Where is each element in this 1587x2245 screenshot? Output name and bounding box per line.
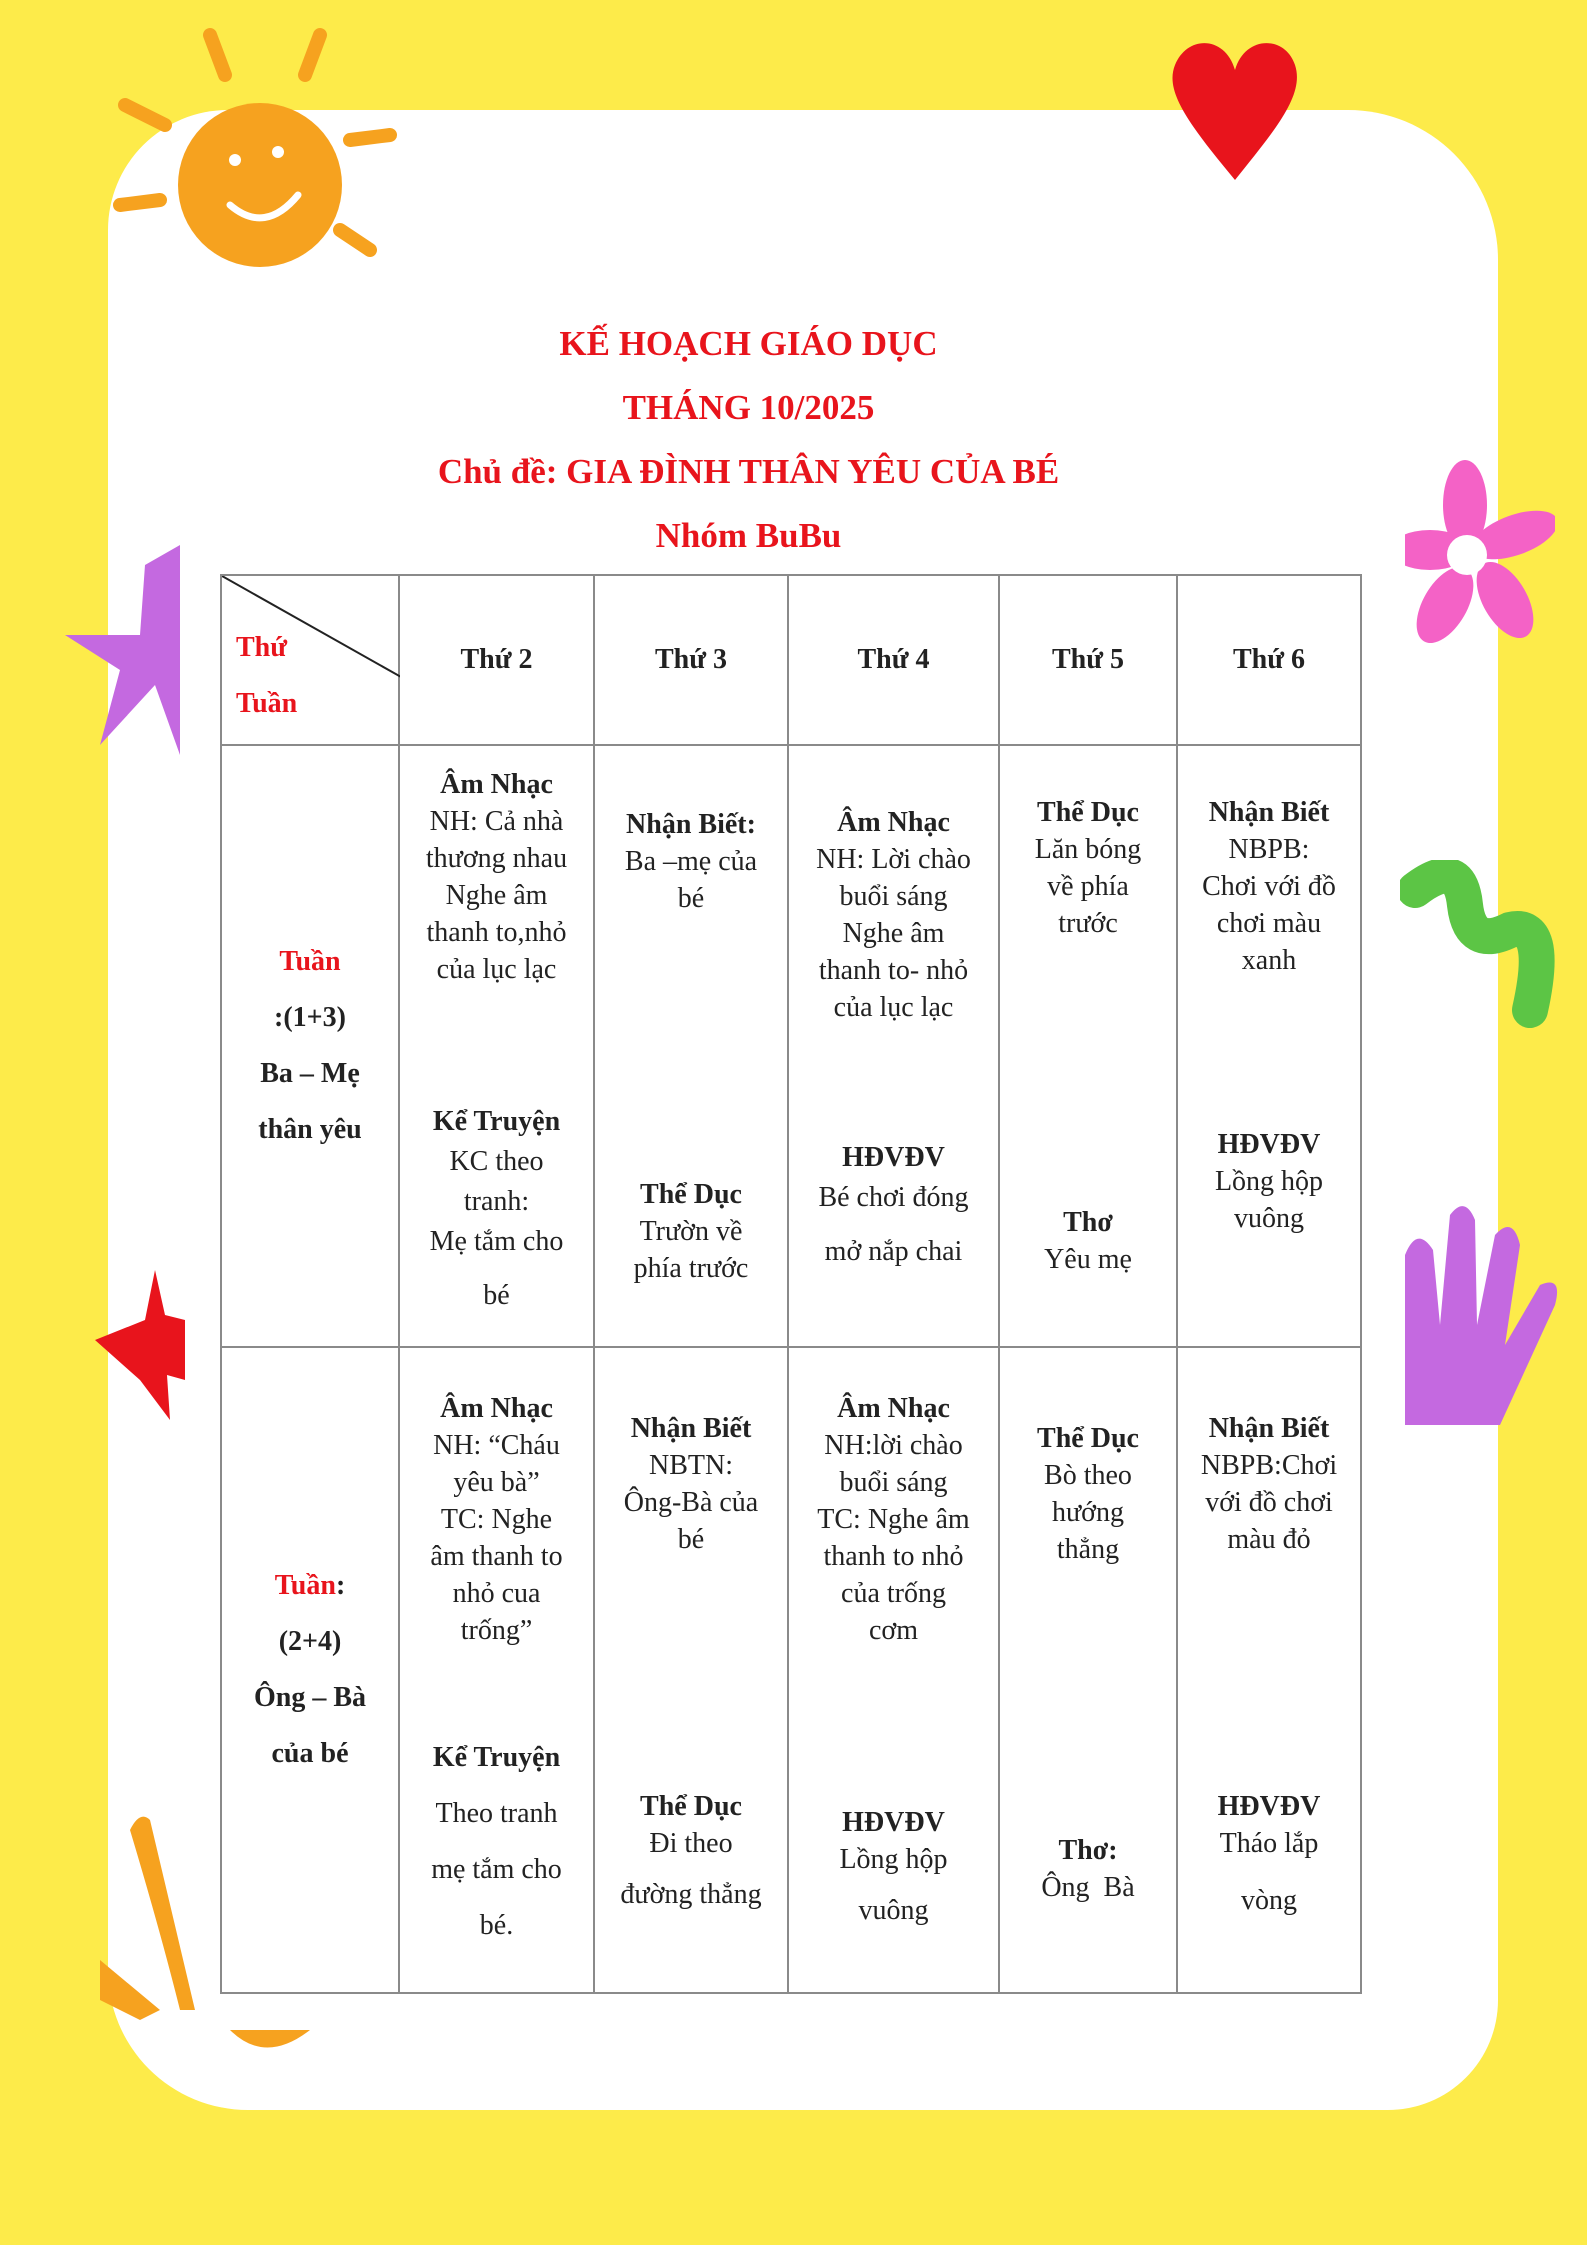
activity-line: Ông-Bà của (623, 1487, 759, 1518)
activity-line: mẹ tắm cho (431, 1854, 562, 1885)
activity-line: KC theo (449, 1146, 544, 1177)
activity-line: vòng (1241, 1885, 1297, 1916)
activity-heading: Kể Truyện (432, 1106, 561, 1137)
activity-top (1184, 1410, 1354, 1558)
activity-line: buổi sáng (839, 881, 948, 912)
activity-heading: Thể Dục (640, 1791, 742, 1822)
activity-line: chơi màu (1216, 908, 1322, 939)
activity-line: thanh to,nhỏ (426, 917, 567, 948)
activity-line: thanh to- nhỏ (818, 955, 969, 986)
week-label-line: Ba – Mẹ (260, 1058, 360, 1089)
activity-top (601, 806, 781, 917)
activity-line: Lăn bóng (1034, 834, 1142, 865)
activity-line: hướng (1052, 1497, 1124, 1528)
activity-line: thanh to nhỏ (823, 1541, 964, 1572)
activity-line: Yêu mẹ (1044, 1244, 1132, 1275)
activity-top (1006, 1420, 1170, 1568)
activity-bottom (1184, 1126, 1354, 1237)
activity-bottom (795, 1804, 992, 1929)
activity-line: NBPB: (1228, 834, 1310, 865)
activity-line: NBTN: (649, 1450, 733, 1481)
plan-month: THÁNG 10/2025 (622, 388, 875, 427)
activity-heading: Thơ (1063, 1207, 1113, 1238)
activity-cell (999, 745, 1177, 1347)
activity-cell (594, 1347, 788, 1993)
activity-line: NH: “Cháu (433, 1430, 560, 1461)
activity-line: phía trước (633, 1253, 749, 1284)
activity-bottom (1006, 1832, 1170, 1906)
week-label-line: thân yêu (258, 1114, 362, 1145)
activity-cell (1177, 1347, 1361, 1993)
activity-bottom (601, 1788, 781, 1913)
activity-line: Chơi với đồ (1202, 871, 1336, 902)
header-day-5: Thứ 5 (999, 575, 1177, 745)
week-label-red: Tuần (274, 1570, 336, 1601)
activity-top (1006, 794, 1170, 942)
plan-title: KẾ HOẠCH GIÁO DỤC (559, 324, 938, 363)
title-block (0, 312, 1497, 568)
corner-cell (221, 575, 399, 745)
week-label-first-line (228, 1558, 392, 1614)
activity-cell (399, 745, 594, 1347)
activity-line: NH: Lời chào (816, 844, 971, 875)
activity-line: về phía (1047, 871, 1129, 902)
activity-line: bé (483, 1280, 510, 1311)
activity-heading: Âm Nhạc (440, 769, 553, 800)
activity-line: vuông (1234, 1203, 1304, 1234)
activity-line: Lồng hộp (1214, 1166, 1324, 1197)
activity-line: Đi theo (649, 1828, 733, 1859)
week-label-line: của bé (271, 1738, 349, 1769)
activity-cell (788, 745, 999, 1347)
corner-week-label: Tuần (236, 688, 298, 719)
activity-line: Nghe âm (445, 880, 548, 911)
week-label-red: Tuần (279, 946, 341, 977)
hand-purple-icon (1405, 1195, 1565, 1435)
activity-bottom (601, 1176, 781, 1287)
activity-line: xanh (1241, 945, 1297, 976)
sun-icon (100, 20, 420, 280)
activity-line: Ông Bà (1041, 1872, 1135, 1903)
activity-line: trống” (460, 1615, 533, 1646)
activity-heading: Thơ: (1058, 1835, 1118, 1866)
activity-line: yêu bà” (453, 1467, 540, 1498)
activity-cell (594, 745, 788, 1347)
activity-cell (1177, 745, 1361, 1347)
activity-line: buổi sáng (839, 1467, 948, 1498)
activity-line: trước (1058, 908, 1118, 939)
activity-heading: HĐVĐV (1217, 1129, 1321, 1160)
activity-top (406, 766, 587, 988)
activity-top (406, 1390, 587, 1649)
activity-line: của lục lạc (436, 954, 557, 985)
activity-line: mở nắp chai (824, 1236, 963, 1267)
activity-line: cơm (868, 1615, 918, 1646)
activity-bottom (795, 1138, 992, 1272)
activity-top (795, 1390, 992, 1649)
activity-line: NBPB:Chơi (1200, 1450, 1338, 1481)
activity-cell (999, 1347, 1177, 1993)
activity-bottom (406, 1730, 587, 1954)
activity-line: màu đỏ (1227, 1524, 1311, 1555)
activity-heading: HĐVĐV (1217, 1791, 1321, 1822)
heart-icon (1165, 30, 1305, 190)
squiggle-green-icon (1400, 860, 1560, 1040)
activity-heading: Kể Truyện (432, 1742, 561, 1773)
corner-day-label: Thứ (236, 632, 288, 663)
activity-line: bé. (479, 1910, 514, 1941)
activity-line: thẳng (1056, 1534, 1120, 1565)
plan-theme: Chủ đề: GIA ĐÌNH THÂN YÊU CỦA BÉ (437, 452, 1060, 491)
activity-heading: HĐVĐV (842, 1807, 945, 1838)
week-label-line: :(1+3) (274, 1002, 346, 1033)
activity-line: bé (677, 1524, 705, 1555)
activity-line: của lục lạc (833, 992, 954, 1023)
activity-heading: Nhận Biết (1208, 797, 1330, 828)
activity-heading: Thể Dục (1037, 797, 1139, 828)
star-purple-icon (60, 545, 180, 755)
activity-heading: Nhận Biết (1208, 1413, 1330, 1444)
week-row-1 (221, 745, 1361, 1347)
star-red-icon (95, 1270, 185, 1420)
activity-line: Bò theo (1044, 1460, 1132, 1491)
activity-line: NH:lời chào (824, 1430, 963, 1461)
activity-heading: HĐVĐV (842, 1142, 945, 1173)
activity-line: của trống (841, 1578, 946, 1609)
activity-line: Tháo lắp (1219, 1828, 1319, 1859)
activity-line: tranh: (463, 1186, 530, 1217)
activity-cell (788, 1347, 999, 1993)
header-day-6: Thứ 6 (1177, 575, 1361, 745)
activity-heading: Thể Dục (640, 1179, 742, 1210)
activity-line: Ba –mẹ của (624, 846, 758, 877)
activity-line: với đồ chơi (1205, 1487, 1333, 1518)
activity-line: NH: Cả nhà (429, 806, 564, 837)
activity-line: Bé chơi đóng (818, 1182, 969, 1213)
activity-heading: Nhận Biết (630, 1413, 752, 1444)
plan-group: Nhóm BuBu (655, 516, 842, 555)
activity-line: thương nhau (425, 843, 568, 874)
activity-heading: Âm Nhạc (837, 1393, 950, 1424)
activity-line: TC: Nghe âm (817, 1504, 970, 1535)
week-label-2 (221, 1347, 399, 1993)
activity-line: bé (677, 883, 705, 914)
activity-line: nhỏ cua (452, 1578, 541, 1609)
activity-line: âm thanh to (430, 1541, 563, 1572)
activity-line: Nghe âm (842, 918, 945, 949)
activity-bottom (1006, 1204, 1170, 1278)
activity-top (601, 1410, 781, 1558)
activity-bottom (1184, 1788, 1354, 1919)
header-row (221, 575, 1361, 745)
activity-bottom (406, 1102, 587, 1316)
activity-line: Theo tranh (435, 1798, 558, 1829)
header-day-4: Thứ 4 (788, 575, 999, 745)
activity-top (1184, 794, 1354, 979)
week-row-2 (221, 1347, 1361, 1993)
activity-cell (399, 1347, 594, 1993)
header-day-2: Thứ 2 (399, 575, 594, 745)
schedule-table (220, 574, 1362, 1994)
activity-heading: Thể Dục (1037, 1423, 1139, 1454)
activity-top (795, 804, 992, 1026)
activity-line: Mẹ tắm cho (429, 1226, 564, 1257)
week-label-line: Ông – Bà (253, 1682, 367, 1713)
activity-line: TC: Nghe (440, 1504, 553, 1535)
week-label-1 (221, 745, 399, 1347)
week-label-line: (2+4) (278, 1626, 342, 1657)
activity-line: vuông (858, 1895, 929, 1926)
activity-heading: Âm Nhạc (440, 1393, 553, 1424)
header-day-3: Thứ 3 (594, 575, 788, 745)
activity-heading: Âm Nhạc (837, 807, 950, 838)
activity-line: đường thẳng (620, 1879, 762, 1910)
activity-line: Lồng hộp (839, 1844, 948, 1875)
activity-line: Trườn về (639, 1216, 743, 1247)
activity-heading: Nhận Biết: (626, 809, 756, 840)
week-label-colon: : (335, 1570, 346, 1601)
